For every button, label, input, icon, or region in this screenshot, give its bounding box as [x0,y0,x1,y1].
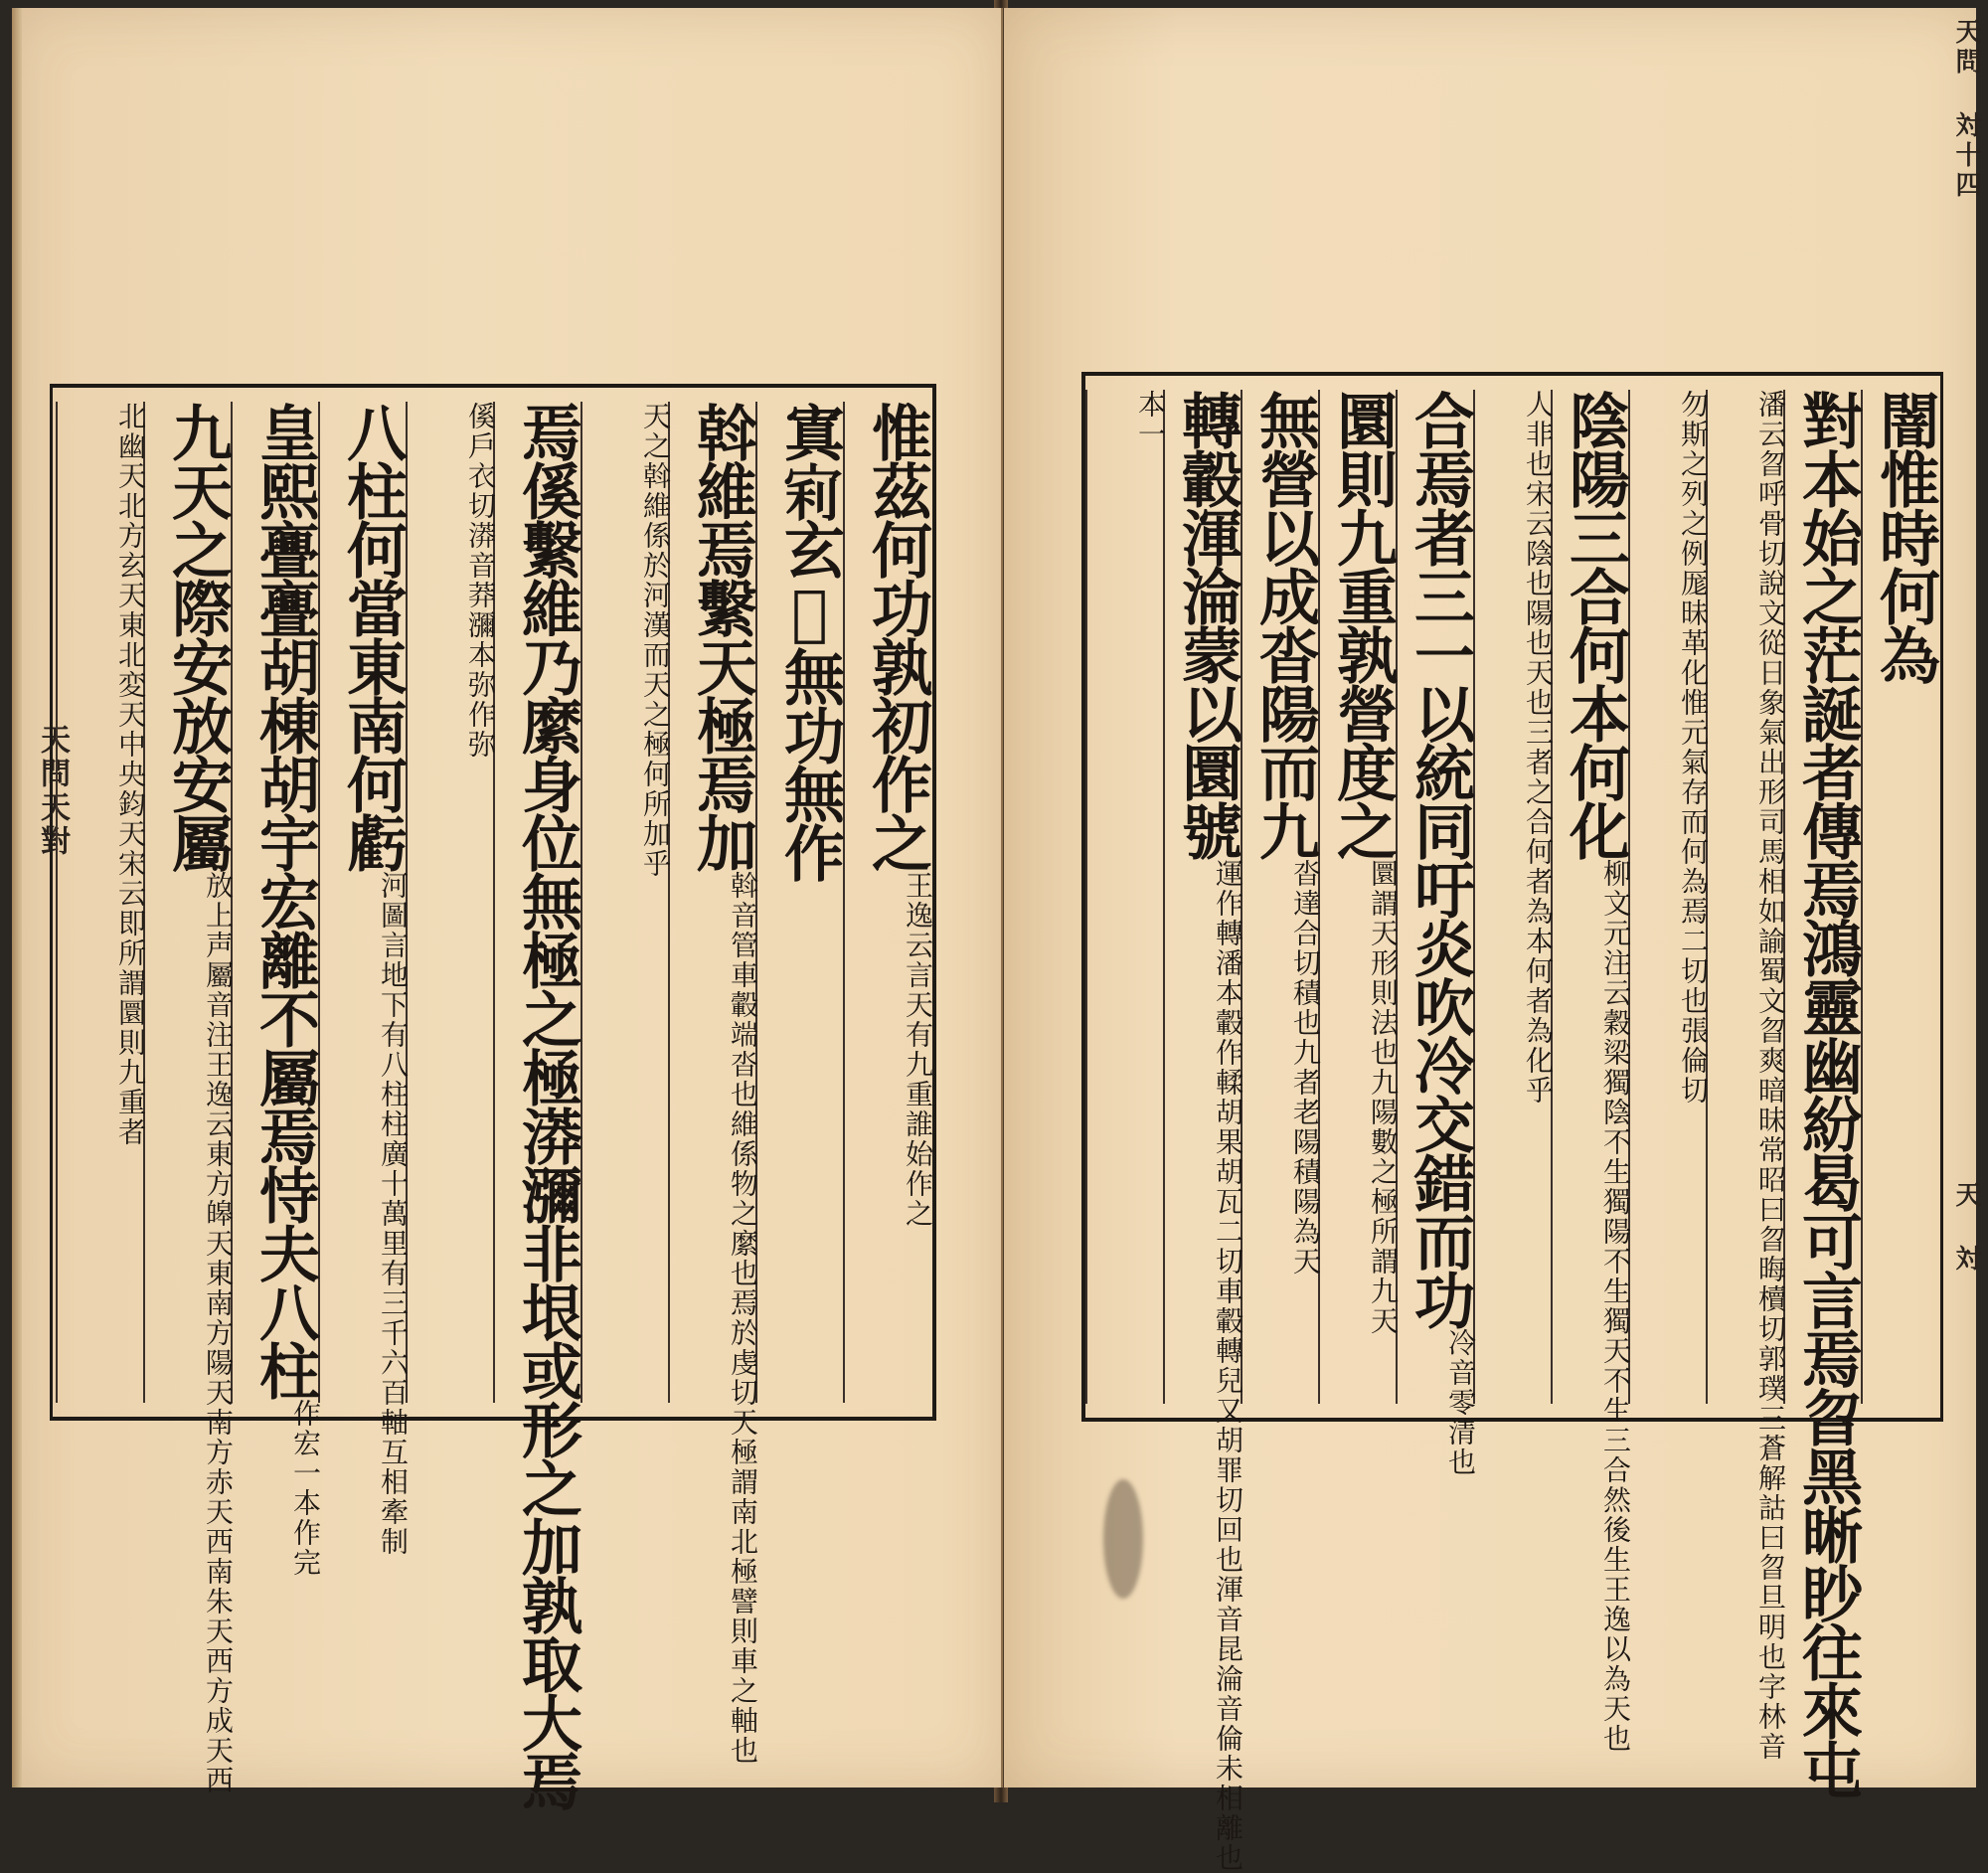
main-text: 九天之際安放安屬 [162,402,233,871]
commentary-text: 潘云曶呼骨切說文從日象氣出形司馬相如諭蜀文曶爽暗昧常昭曰曶晦櫝切郭璞三蒼解詁曰曶旦明也字林音 [1754,390,1787,1762]
text-column [318,402,410,1557]
main-text: 無營以成沓陽而九 [1249,390,1320,859]
text-column [231,402,322,1578]
text-column [1396,390,1477,1477]
main-text: 皇熙亹亹胡棟胡宇宏離不屬焉恃夫八柱 [249,402,320,1399]
left-page [12,8,1003,1809]
main-text: 闇惟時何為 [1870,390,1940,683]
main-text: 圜則九重孰營度之 [1327,390,1398,859]
main-text: 焉傒繫維乃縻身位無極之極漭瀰非垠或形之加孰取大焉 [512,402,582,1809]
edge-label-top: 天問 対十四 [1951,18,1981,201]
commentary-text: 王逸云言天有九重誰始作之 [902,871,934,1229]
commentary-text: 斡音管車轂端沓也維係物之縻也焉於虔切天極謂南北極譬則車之軸也 [727,871,759,1766]
commentary-text: 河圖言地下有八柱柱廣十萬里有三千六百軸互相牽制 [377,871,410,1557]
right-text-frame [1081,372,1943,1873]
commentary-text: 人非也宋云陰也陽也天也三者之合何者為本何者為化乎 [1522,390,1555,1106]
text-column [1628,390,1708,1404]
spine-label: 天問天對 [35,724,70,859]
commentary-text: 圜謂天形則法也九陽數之極所謂九天 [1367,859,1400,1336]
text-column [1551,390,1632,1754]
main-text: 合焉者三一以統同吁炎吹冷交錯而功 [1405,390,1475,1328]
commentary-text: 放上声屬音注王逸云東方皞天東南方陽天南方赤天西南朱天西方成天西 [202,871,235,1795]
text-column [1783,390,1863,1797]
text-column [406,402,495,1403]
text-column [755,402,845,1403]
text-column [1473,390,1553,1404]
text-column [1861,390,1940,1404]
text-column [1318,390,1398,1404]
ink-smudge [1103,1479,1143,1599]
commentary-text: 天之斡維係於河漢而天之極何所加乎 [639,402,672,879]
text-column [1163,390,1244,1873]
text-column [56,402,145,1403]
text-column [143,402,235,1795]
main-text: 惟茲何功孰初作之 [862,402,932,871]
commentary-text: 勿斯之列之例厖昧革化惟元氣存而何為焉二切也張倫切 [1677,390,1710,1106]
commentary-text: 北幽天北方玄天東北変天中央鈞天宋云即所謂圜則九重者 [114,402,147,1147]
commentary-text: 冷音零清也 [1444,1328,1477,1477]
commentary-text: 沓達合切積也九者老陽積陽為天 [1289,859,1322,1277]
commentary-text: 傒戶衣切漭音莽瀰本弥作弥 [464,402,497,760]
edge-label-bottom: 天 対 [1951,1181,1981,1275]
main-text: 陰陽三合何本何化 [1560,390,1630,859]
text-column [1085,390,1165,1404]
main-text: 八柱何當東南何虧 [337,402,408,871]
text-column [580,402,670,1403]
commentary-text: 本一 [1134,390,1167,449]
page-edge [12,8,22,1788]
left-text-frame [50,384,936,1809]
main-text: 對本始之茫誕者傳焉鴻靈幽紛曷可言焉曶黑晰眇往來屯 [1792,390,1863,1797]
main-text: 轉轂渾淪蒙以圜號 [1172,390,1242,859]
commentary-text: 作宏一本作完 [289,1399,322,1578]
text-column [843,402,932,1403]
text-column [1241,390,1320,1404]
text-column [1706,390,1787,1762]
main-text: 寘𡨖玄𧭙無功無作 [774,402,845,881]
commentary-text: 運作轉潘本轂作輮胡果胡瓦二切車轂轉兒又胡罪切回也渾音昆淪音倫未相離也 [1212,859,1244,1873]
text-column [493,402,582,1809]
text-column [668,402,759,1766]
right-page [1004,8,1981,1873]
commentary-text: 柳文元注云穀梁獨陰不生獨陽不生獨天不生三合然後生王逸以為天也 [1599,859,1632,1754]
main-text: 斡維焉繫天極焉加 [687,402,757,871]
